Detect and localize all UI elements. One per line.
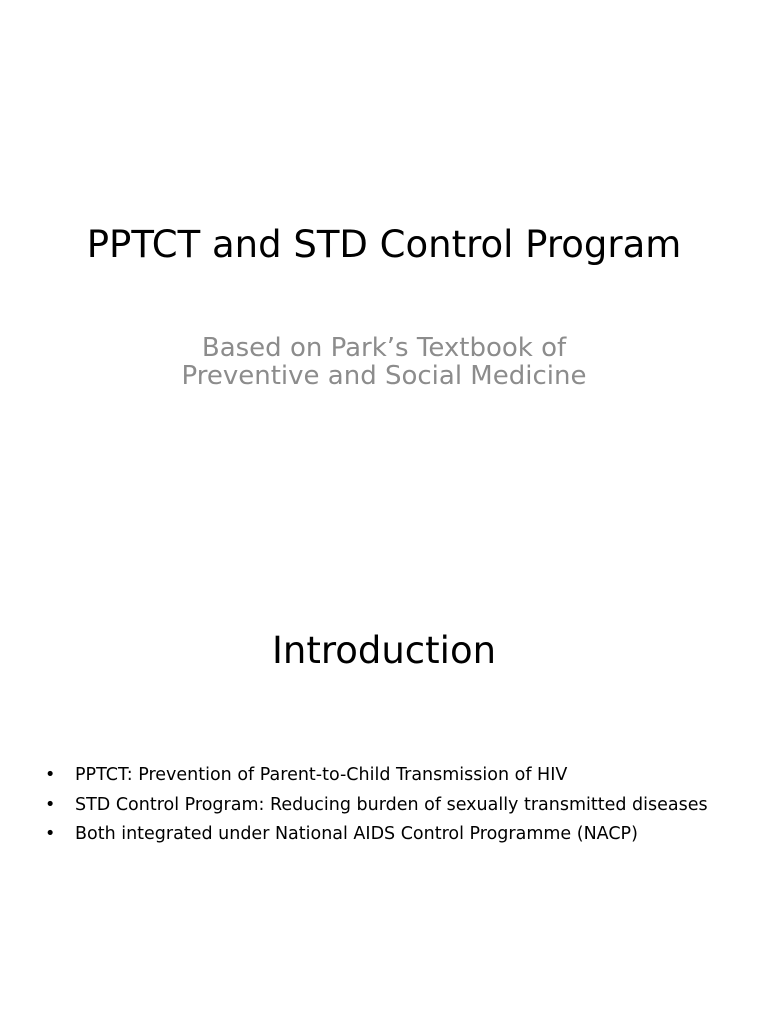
section-title: Introduction (271, 629, 497, 672)
introduction-slide (0, 512, 768, 1024)
bullet-item (42, 791, 708, 821)
subtitle-line: Preventive and Social Medicine (181, 361, 587, 391)
bullet-icon: • (45, 765, 56, 785)
subtitle-line: Based on Park’s Textbook of (201, 333, 567, 363)
bullet-text: Both integrated under National AIDS Control Programme (NACP) (75, 824, 638, 844)
bullet-icon: • (45, 794, 56, 815)
slide-title: PPTCT and STD Control Program (86, 223, 682, 266)
bullet-text: STD Control Program: Reducing burden of sexually transmitted diseases (75, 794, 708, 815)
bullet-list (42, 761, 708, 850)
bullet-item (42, 761, 708, 791)
slide-subtitle (0, 334, 768, 390)
bullet-text: PPTCT: Prevention of Parent-to-Child Transmission of HIV (75, 765, 568, 785)
bullet-icon: • (45, 824, 56, 844)
bullet-item (42, 820, 708, 850)
